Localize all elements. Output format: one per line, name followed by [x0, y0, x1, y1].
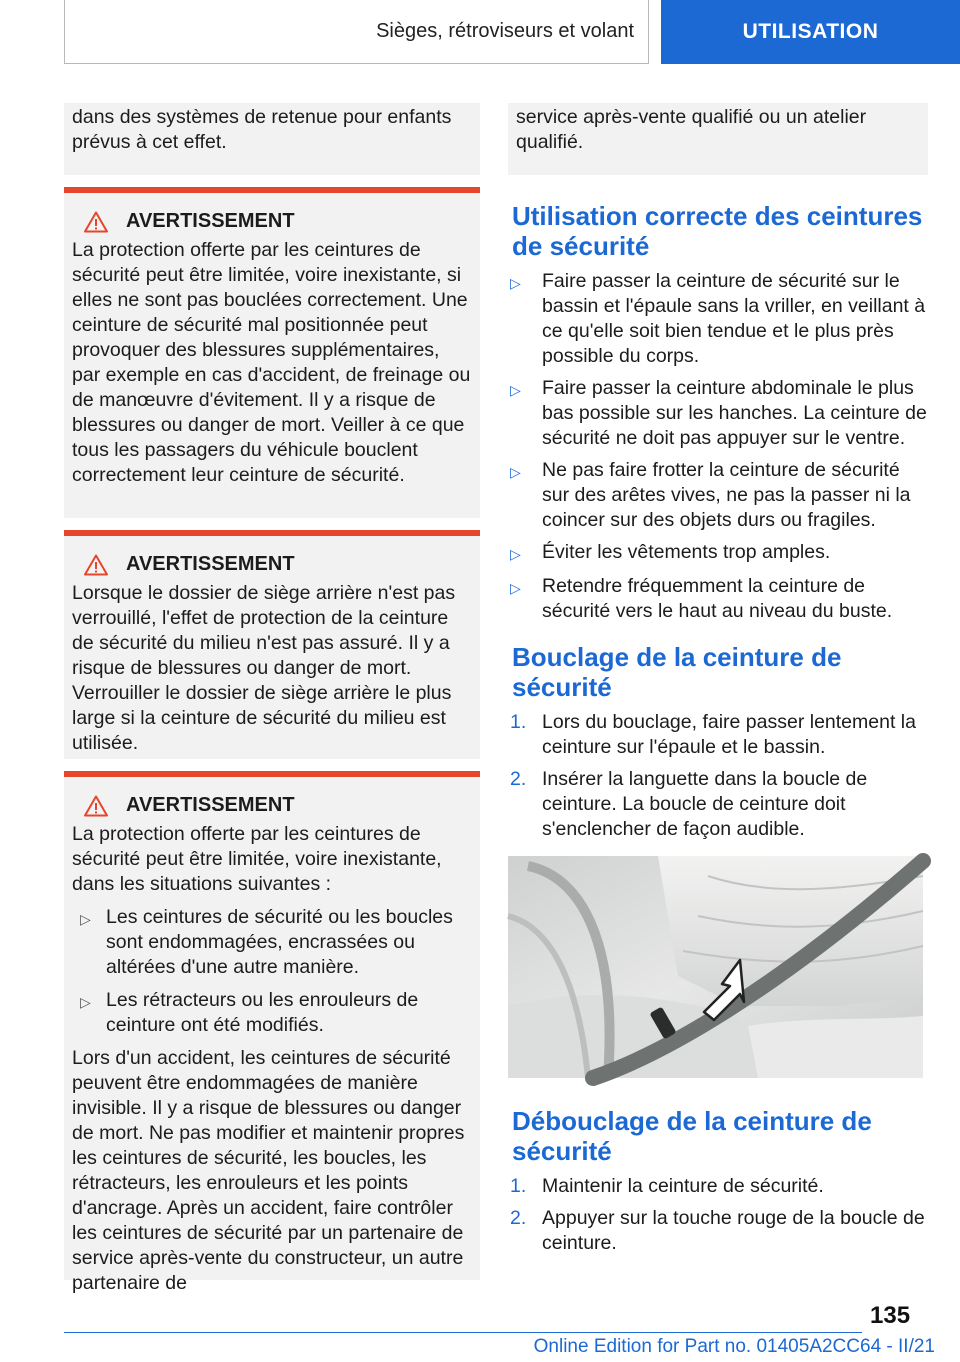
warning-triangle-icon [84, 211, 108, 233]
triangle-right-icon: ▷ [510, 464, 521, 480]
list-item: 1. Lors du bouclage, faire passer lentement la ceinture sur l'épaule et le bassin. [510, 711, 916, 758]
warning-triangle-icon [84, 554, 108, 576]
list-item: 1. Maintenir la ceinture de sécurité. [510, 1175, 824, 1197]
triangle-right-icon: ▷ [80, 911, 91, 927]
section-heading: Débouclage de la ceinture de sécurité [512, 1106, 872, 1166]
continuation-box [508, 103, 928, 175]
list-item: ▷ Faire passer la ceinture de sécurité sur le bassin et l'épaule sans la vriller, en veillant à ce qu'elle soit bien tendue et le plus près possible du corps. [510, 270, 926, 367]
section-title: UTILISATION [742, 20, 879, 43]
warning-intro: La protection offerte par les ceintures de sécurité peut être limitée, voire inexistante, dans les situations suivantes : [72, 823, 442, 895]
list-item: ▷ Ne pas faire frotter la ceinture de sécurité sur des arêtes vives, ne pas la passer ni la coincer sur des objets durs ou fragiles. [510, 459, 911, 531]
warning-outro: Lors d'un accident, les ceintures de sécurité peuvent être endommagées de manière invisible. Il y a risque de blessures ou danger de mort. Ne pas modifier et maintenir propres les ceintures de sécurité, les boucles, les rétracteurs, les enrouleurs et les points d'ancrage. Après un accident, faire contrôler les ceintures de sécurité par un partenaire de service après-vente du constructeur, un autre partenaire de [72, 1047, 465, 1294]
warning-triangle-icon [84, 795, 108, 817]
continuation-text: service après-vente qualifié ou un atelier qualifié. [516, 106, 867, 153]
unbuckle-steps [508, 1174, 928, 1256]
left-column [64, 103, 480, 1294]
usage-list [508, 269, 928, 624]
list-item: ▷ Éviter les vêtements trop amples. [508, 540, 928, 567]
warning-title: AVERTISSEMENT [72, 793, 472, 818]
buckle-steps [508, 710, 928, 842]
list-item: ▷ Faire passer la ceinture abdominale le plus bas possible sur les hanches. La ceinture de sécurité ne doit pas appuyer sur le ventre. [510, 377, 927, 449]
warning-box-3 [64, 771, 480, 1294]
chapter-header [64, 0, 649, 64]
seat-photo-svg [508, 856, 923, 1078]
page-number: 135 [870, 1302, 911, 1329]
triangle-right-icon: ▷ [510, 546, 521, 562]
triangle-right-icon: ▷ [80, 994, 91, 1010]
triangle-right-icon: ▷ [510, 580, 521, 596]
intro-box [64, 103, 480, 175]
section-heading: Utilisation correcte des ceintures de sécurité [512, 201, 923, 261]
warning-title: AVERTISSEMENT [72, 552, 472, 577]
section-heading: Bouclage de la ceinture de sécurité [512, 642, 842, 702]
chapter-title: Sièges, rétroviseurs et volant [376, 20, 634, 42]
triangle-right-icon: ▷ [510, 382, 521, 398]
warning-text: La protection offerte par les ceintures de sécurité peut être limitée, voire inexistante, si elles ne sont pas bouclées correctement. Une ceinture de sécurité mal positionnée peut provoquer des blessures supplémentaires, par exemple en cas d'accident, de freinage ou de manœuvre d'évitement. Il y a risque de blessures ou danger de mort. Veiller à ce que tous les passagers du véhicule bouclent correctement leur ceinture de sécurité. [72, 239, 471, 486]
triangle-right-icon: ▷ [510, 275, 521, 291]
seatbelt-illustration [508, 856, 923, 1078]
warning-text: Lorsque le dossier de siège arrière n'est pas verrouillé, l'effet de protection de la ceinture de sécurité du milieu n'est pas assuré. Il y a risque de blessures ou danger de mort. Verrouiller le dossier de siège arrière le plus large si la ceinture de sécurité du milieu est utilisée. [72, 582, 456, 754]
warning-title: AVERTISSEMENT [72, 209, 472, 234]
list-item: 2. Insérer la languette dans la boucle de ceinture. La boucle de ceinture doit s'enclencher de façon audible. [510, 768, 868, 840]
list-item: 2. Appuyer sur la touche rouge de la boucle de ceinture. [510, 1207, 925, 1254]
section-tab [661, 0, 960, 64]
warning-box-2 [64, 530, 480, 759]
footer-divider [64, 1332, 862, 1333]
intro-text: dans des systèmes de retenue pour enfants prévus à cet effet. [72, 106, 452, 153]
warning-box-1 [64, 187, 480, 518]
list-item: ▷ Retendre fréquemment la ceinture de sécurité vers le haut au niveau du buste. [510, 575, 893, 622]
list-item: ▷ Les rétracteurs ou les enrouleurs de ceinture ont été modifiés. [80, 989, 419, 1036]
right-column [508, 103, 928, 1263]
list-item: ▷ Les ceintures de sécurité ou les boucles sont endommagées, encrassées ou altérées d'une autre manière. [80, 906, 453, 978]
edition-footer: Online Edition for Part no. 01405A2CC64 - II/21 [533, 1336, 935, 1357]
